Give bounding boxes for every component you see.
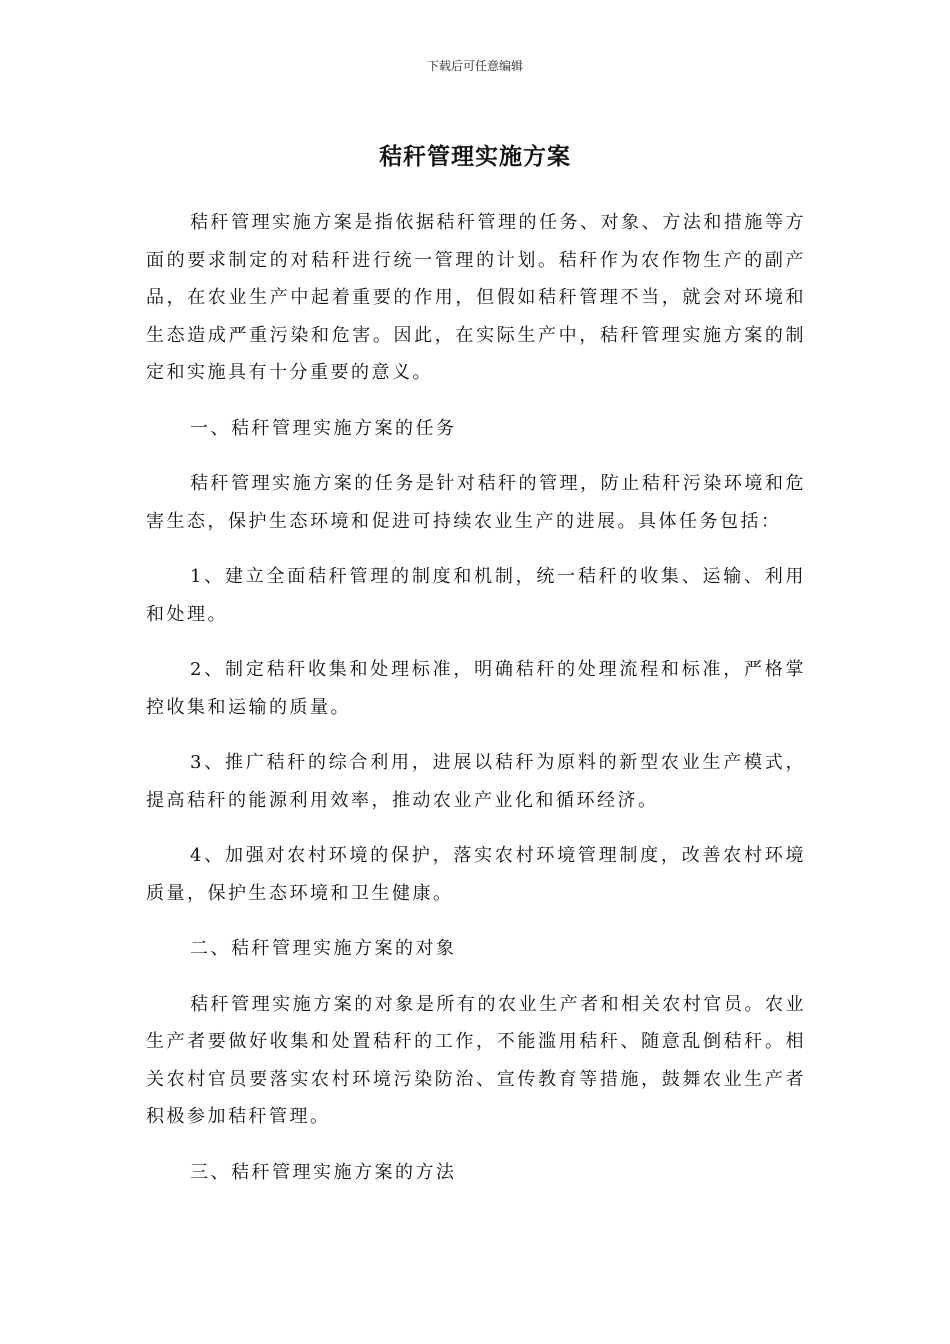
- task-item-1: 1、建立全面秸秆管理的制度和机制，统一秸秆的收集、运输、利用和处理。: [146, 566, 806, 625]
- targets-paragraph: 秸秆管理实施方案的对象是所有的农业生产者和相关农村官员。农业生产者要做好收集和处置秸秆的工作，不能滥用秸秆、随意乱倒秸秆。相关农村官员要落实农村环境污染防治、宣传教育等措施，鼓舞农业生产者积极参加秸秆管理。: [146, 993, 806, 1127]
- section-heading-targets: 二、秸秆管理实施方案的对象: [190, 938, 457, 959]
- document-body: [146, 204, 806, 1209]
- section-heading-tasks: 一、秸秆管理实施方案的任务: [190, 417, 457, 439]
- intro-paragraph: 秸秆管理实施方案是指依据秸秆管理的任务、对象、方法和措施等方面的要求制定的对秸秆进行统一管理的计划。秸秆作为农作物生产的副产品，在农业生产中起着重要的作用，但假如秸秆管理不当，就会对环境和生态造成严重污染和危害。因此，在实际生产中，秸秆管理实施方案的制定和实施具有十分重要的意义。: [146, 212, 806, 383]
- task-item-4: 4、加强对农村环境的保护，落实农村环境管理制度，改善农村环境质量，保护生态环境和卫生健康。: [146, 845, 806, 904]
- task-item-3: 3、推广秸秆的综合利用，进展以秸秆为原料的新型农业生产模式，提高秸秆的能源利用效率，推动农业产业化和循环经济。: [146, 752, 806, 811]
- tasks-paragraph: 秸秆管理实施方案的任务是针对秸秆的管理，防止秸秆污染环境和危害生态，保护生态环境和促进可持续农业生产的进展。具体任务包括：: [146, 473, 806, 532]
- task-item-2: 2、制定秸秆收集和处理标准，明确秸秆的处理流程和标准，严格掌控收集和运输的质量。: [146, 659, 806, 718]
- header-note: 下载后可任意编辑: [426, 59, 523, 73]
- section-heading-methods: 三、秸秆管理实施方案的方法: [190, 1161, 457, 1183]
- document-title: 秸秆管理实施方案: [379, 144, 571, 170]
